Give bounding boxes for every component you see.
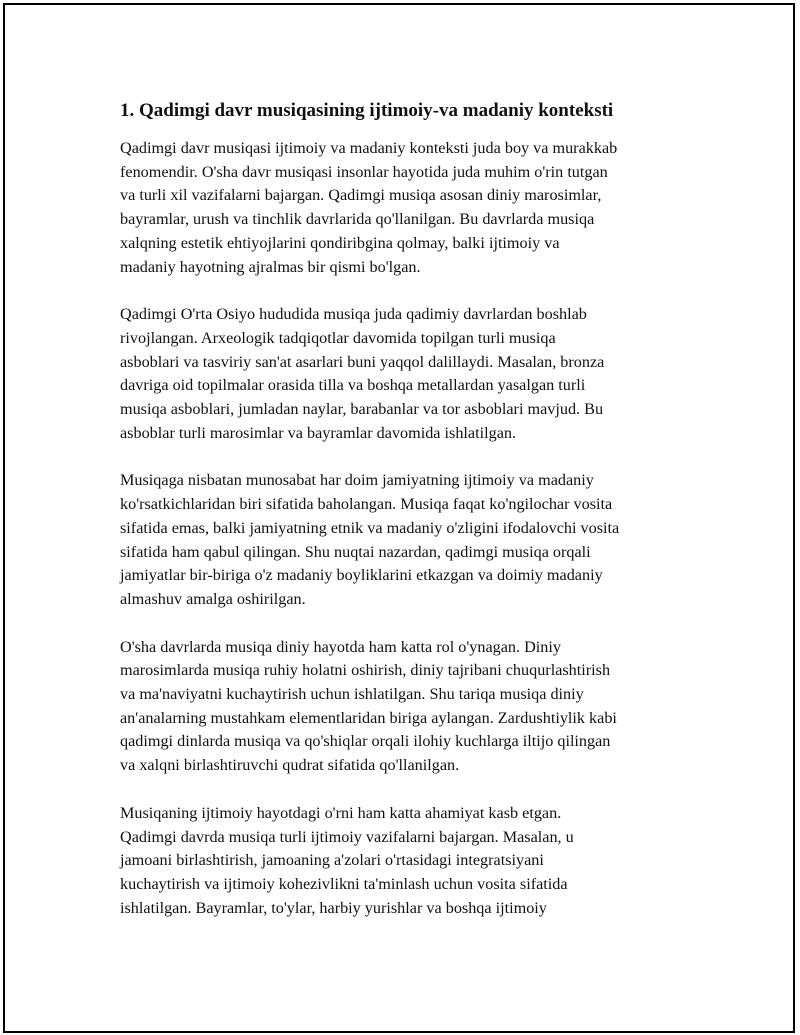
paragraph-line: va xalqni birlashtiruvchi qudrat sifatida qo'llanilgan. (120, 756, 460, 775)
paragraph-line: O'sha davrlarda musiqa diniy hayotda ham katta rol o'ynagan. Diniy (120, 637, 561, 656)
paragraph-line: sifatida emas, balki jamiyatning etnik va madaniy o'zligini ifodalovchi vosita (120, 518, 620, 537)
paragraph-line: fenomendir. O'sha davr musiqasi insonlar hayotida juda muhim o'rin tutgan (120, 162, 608, 181)
paragraph-line: jamiyatlar bir-biriga o'z madaniy boyliklarini etkazgan va doimiy madaniy (120, 566, 603, 585)
paragraph-line: Qadimgi davr musiqasi ijtimoiy va madaniy konteksti juda boy va murakkab (120, 139, 618, 157)
page-frame (3, 3, 795, 1033)
paragraph-line: asboblari va tasviriy san'at asarlari buni yaqqol dalillaydi. Masalan, bronza (120, 352, 605, 371)
paragraph-line: marosimlarda musiqa ruhiy holatni oshirish, diniy tajribani chuqurlashtirish (120, 661, 611, 680)
paragraph-line: Musiqaning ijtimoiy hayotdagi o'rni ham katta ahamiyat kasb etgan. (120, 803, 562, 822)
section-heading: 1. Qadimgi davr musiqasining ijtimoiy-va madaniy konteksti (120, 100, 614, 121)
paragraph-line: ko'rsatkichlaridan biri sifatida baholangan. Musiqa faqat ko'ngilochar vosita (120, 495, 613, 514)
paragraph-1 (120, 137, 700, 279)
paragraph-line: madaniy hayotning ajralmas bir qismi bo'lgan. (120, 257, 421, 276)
paragraph-line: jamoani birlashtirish, jamoaning a'zolari o'rtasidagi integratsiyani (120, 851, 544, 870)
paragraph-line: an'analarning mustahkam elementlaridan biriga aylangan. Zardushtiylik kabi (120, 708, 617, 727)
paragraph-line: Qadimgi O'rta Osiyo hududida musiqa juda qadimiy davrlardan boshlab (120, 305, 587, 324)
paragraph-line: bayramlar, urush va tinchlik davrlarida qo'llanilgan. Bu davrlarda musiqa (120, 210, 595, 229)
document-body (120, 97, 700, 944)
paragraph-line: rivojlangan. Arxeologik tadqiqotlar davomida topilgan turli musiqa (120, 328, 556, 347)
paragraph-line: sifatida ham qabul qilingan. Shu nuqtai nazardan, qadimgi musiqa orqali (120, 542, 591, 561)
paragraph-line: Musiqaga nisbatan munosabat har doim jamiyatning ijtimoiy va madaniy (120, 471, 594, 490)
paragraph-line: xalqning estetik ehtiyojlarini qondiribgina qolmay, balki ijtimoiy va (120, 233, 560, 252)
paragraph-line: va ma'naviyatni kuchaytirish uchun ishlatilgan. Shu tariqa musiqa diniy (120, 685, 584, 704)
paragraph-line: Qadimgi davrda musiqa turli ijtimoiy vazifalarni bajargan. Masalan, u (120, 827, 574, 846)
paragraph-2 (120, 303, 700, 445)
paragraph-line: asboblar turli marosimlar va bayramlar davomida ishlatilgan. (120, 423, 517, 442)
paragraph-line: musiqa asboblari, jumladan naylar, barabanlar va tor asboblari mavjud. Bu (120, 400, 604, 419)
paragraph-line: davriga oid topilmalar orasida tilla va boshqa metallardan yasalgan turli (120, 376, 586, 395)
paragraph-line: qadimgi dinlarda musiqa va qo'shiqlar orqali ilohiy kuchlarga iltijo qilingan (120, 732, 611, 751)
paragraph-5 (120, 802, 700, 921)
paragraph-line: va turli xil vazifalarni bajargan. Qadimgi musiqa asosan diniy marosimlar, (120, 186, 602, 205)
paragraph-line: kuchaytirish va ijtimoiy kohezivlikni ta'minlash uchun vosita sifatida (120, 874, 568, 893)
paragraph-4 (120, 636, 700, 778)
paragraph-3 (120, 469, 700, 611)
paragraph-line: almashuv amalga oshirilgan. (120, 589, 306, 608)
paragraph-line: ishlatilgan. Bayramlar, to'ylar, harbiy yurishlar va boshqa ijtimoiy (120, 898, 547, 917)
